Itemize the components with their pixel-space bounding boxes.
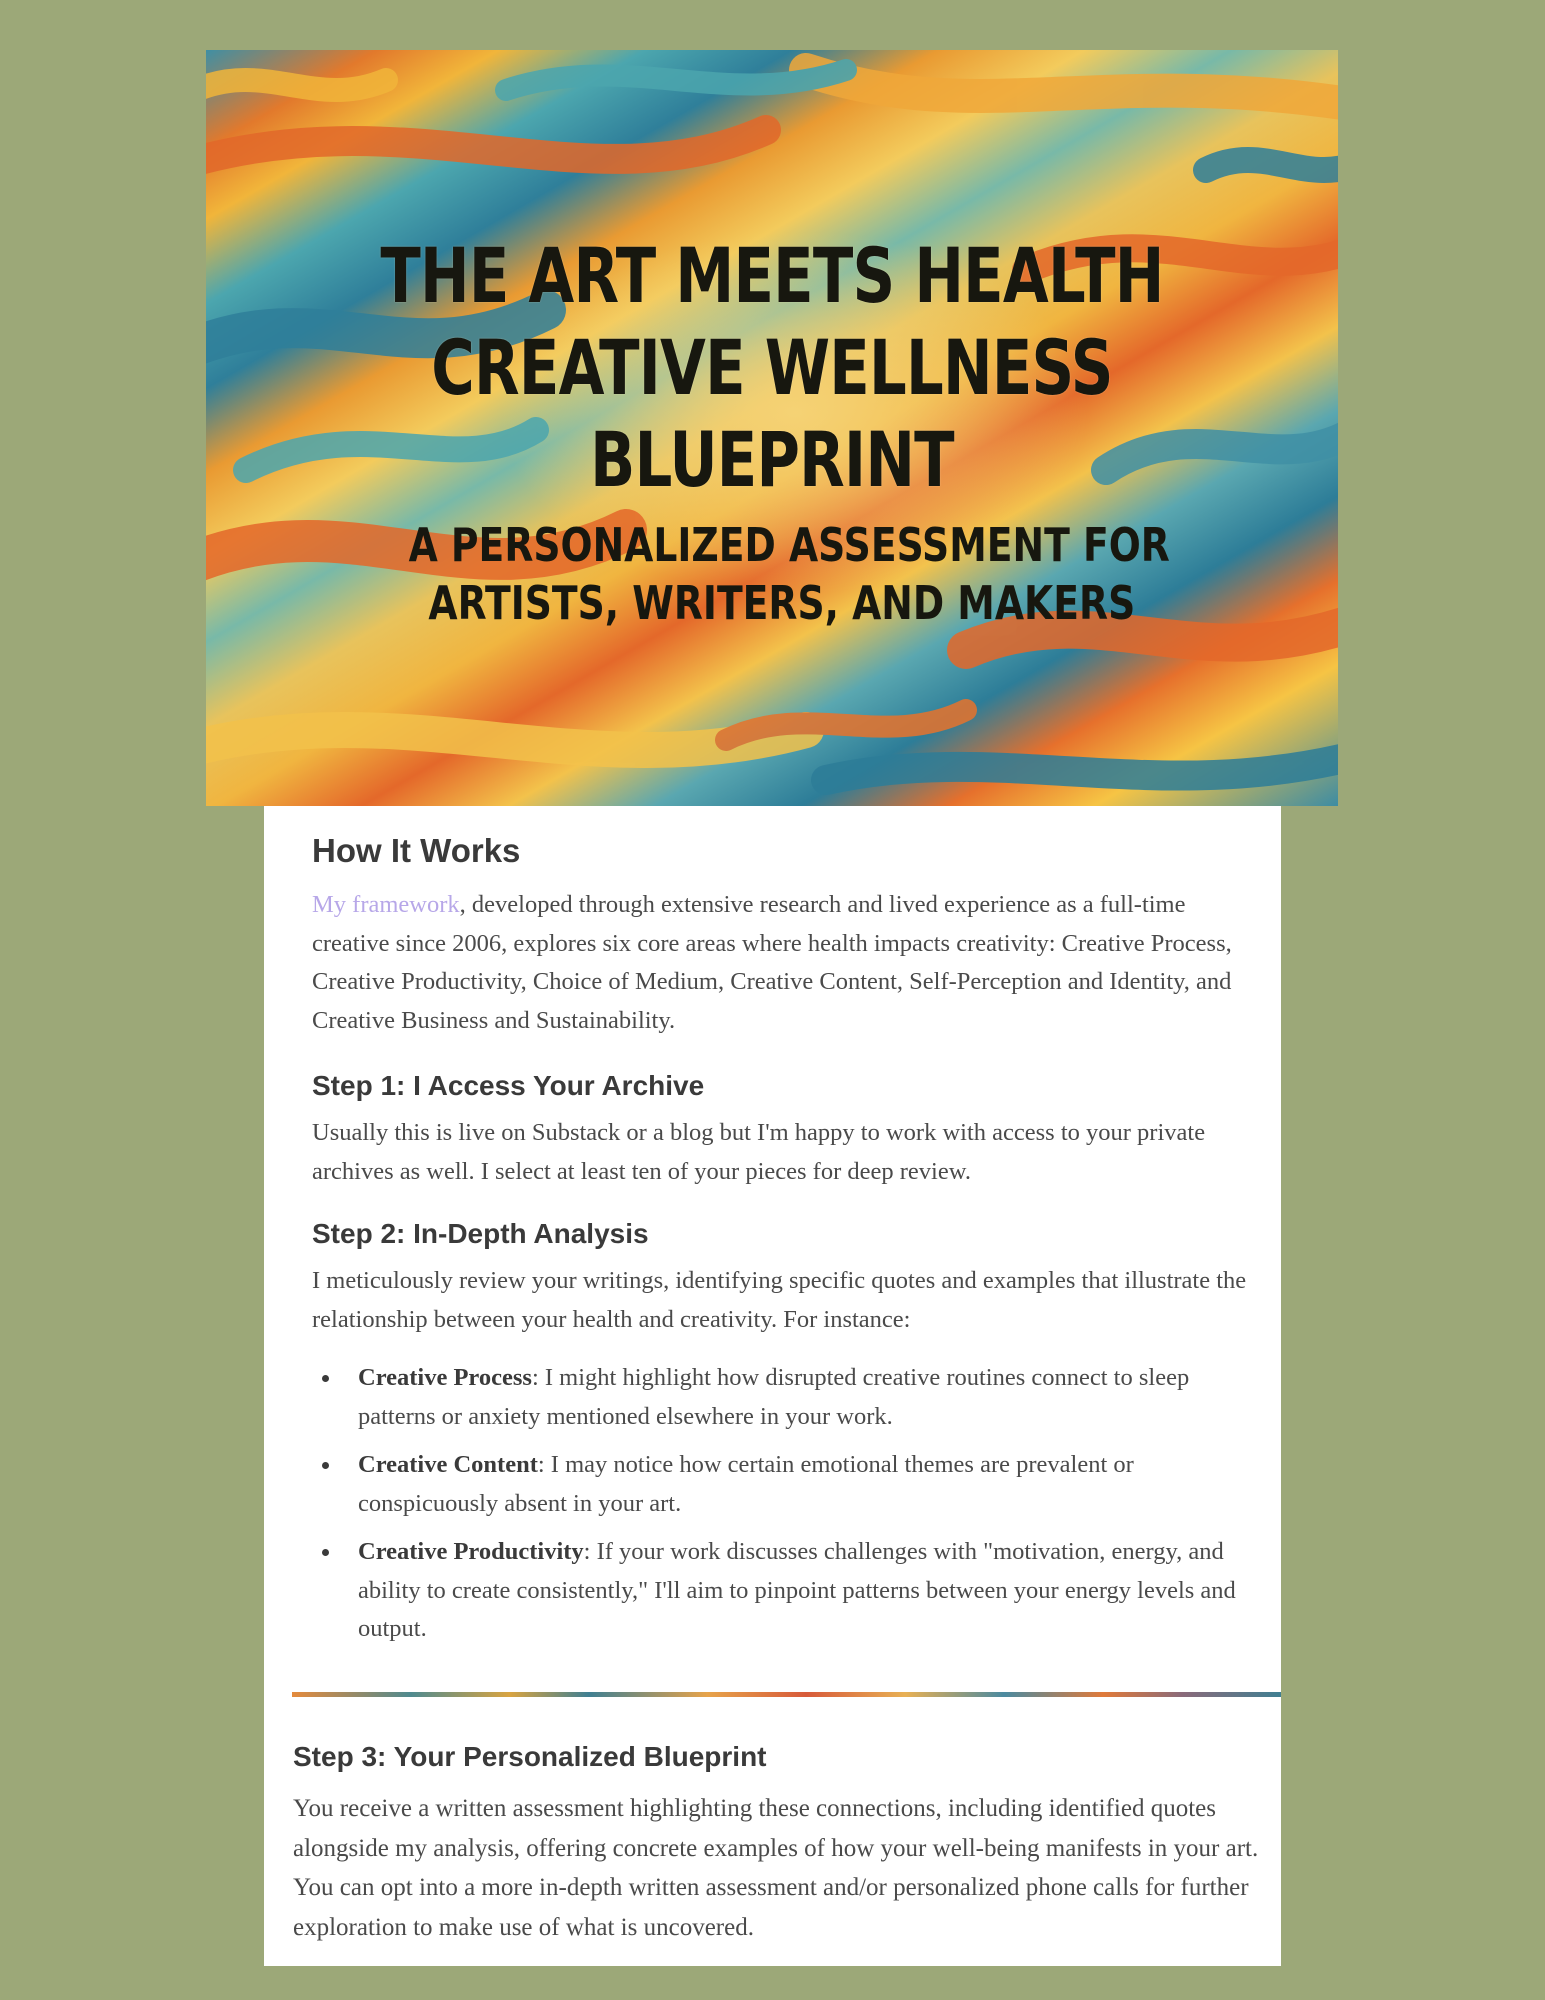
bullet-term: Creative Productivity xyxy=(358,1538,584,1565)
hero-subtitle-line: ARTISTS, WRITERS, AND MAKERS xyxy=(428,576,1136,630)
step2-heading: Step 2: In-Depth Analysis xyxy=(312,1218,649,1249)
bullet-text: : If your work discusses challenges with "motivation, energy, and ability to create consistently," I'll aim to pinpoint patterns between your energy levels and output. xyxy=(358,1538,1236,1642)
list-item xyxy=(358,1446,1252,1523)
step1-heading: Step 1: I Access Your Archive xyxy=(312,1070,705,1101)
hero-banner xyxy=(206,50,1338,806)
hero-title xyxy=(331,230,1214,506)
bullet-icon xyxy=(322,1375,329,1382)
bullet-text: : I may notice how certain emotional themes are prevalent or conspicuously absent in your art. xyxy=(358,1451,1134,1517)
how-it-works-heading: How It Works xyxy=(312,832,521,869)
hero-subtitle xyxy=(308,516,1236,632)
content-card-step3 xyxy=(264,1697,1281,1966)
framework-link[interactable]: My framework xyxy=(312,891,460,918)
examples-list xyxy=(312,1359,1252,1649)
list-item xyxy=(358,1359,1252,1436)
hero-title-line: THE ART MEETS HEALTH xyxy=(380,231,1164,320)
step2-paragraph: I meticulously review your writings, identifying specific quotes and examples that illustrate the relationship between your health and creativity. For instance: xyxy=(312,1267,1247,1333)
hero-subtitle-line: A PERSONALIZED ASSESSMENT FOR xyxy=(408,518,1170,572)
bullet-icon xyxy=(322,1462,329,1469)
content-card-how-it-works xyxy=(264,806,1281,1692)
bullet-icon xyxy=(322,1549,329,1556)
list-item xyxy=(358,1533,1252,1649)
step3-heading: Step 3: Your Personalized Blueprint xyxy=(293,1741,767,1772)
hero-title-line: BLUEPRINT xyxy=(590,415,954,504)
bullet-term: Creative Content xyxy=(358,1451,538,1478)
intro-paragraph xyxy=(312,886,1252,1040)
intro-text: , developed through extensive research and lived experience as a full-time creative since 2006, explores six core areas where health impacts creativity: Creative Process, Creative Productivity, Choice of Medium, Creative Content, Self-Perception and Identity, and Creative Business and Sustainability. xyxy=(312,891,1232,1034)
step1-paragraph: Usually this is live on Substack or a blog but I'm happy to work with access to your private archives as well. I select at least ten of your pieces for deep review. xyxy=(312,1119,1206,1185)
hero-title-line: CREATIVE WELLNESS xyxy=(431,323,1113,412)
bullet-text: : I might highlight how disrupted creative routines connect to sleep patterns or anxiety mentioned elsewhere in your work. xyxy=(358,1364,1190,1430)
step3-paragraph: You receive a written assessment highlighting these connections, including identified quotes alongside my analysis, offering concrete examples of how your well-being manifests in your art. You can opt into a more in-depth written assessment and/or personalized phone calls for further exploration to make use of what is uncovered. xyxy=(293,1795,1259,1941)
bullet-term: Creative Process xyxy=(358,1364,532,1391)
